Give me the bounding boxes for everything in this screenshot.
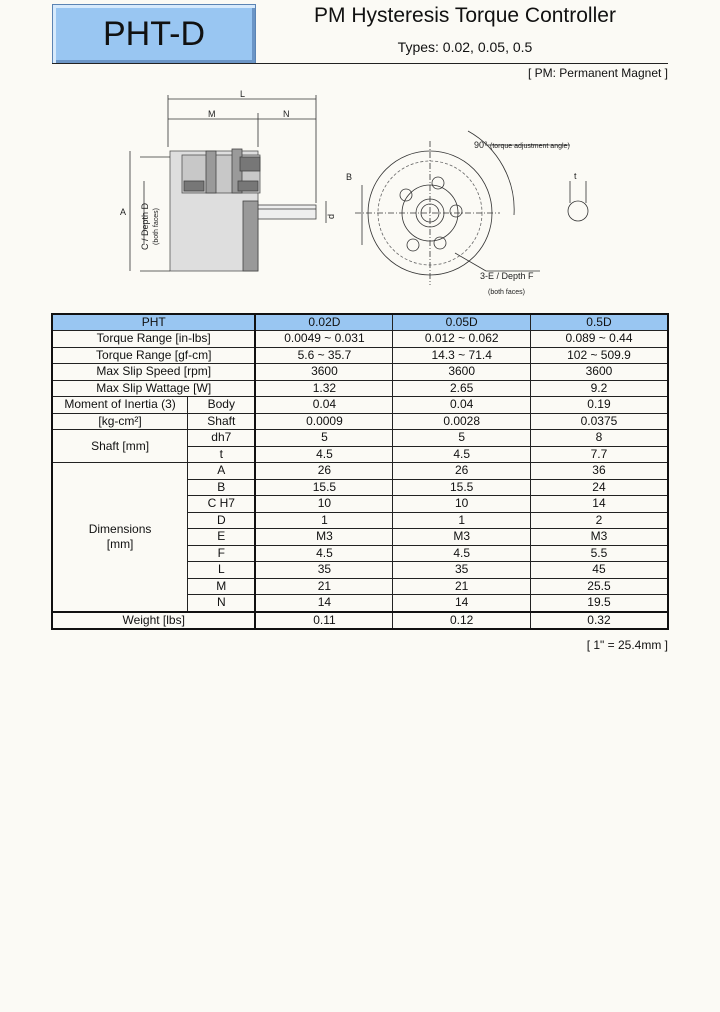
types-subtitle: Types: 0.02, 0.05, 0.5 <box>397 39 533 55</box>
sub-label: B <box>188 479 256 496</box>
cell: M3 <box>530 529 668 546</box>
cell: 15.5 <box>393 479 531 496</box>
cell: 102 ~ 509.9 <box>530 347 668 364</box>
sub-label: M <box>188 578 256 595</box>
table-row <box>52 364 668 381</box>
cell: 10 <box>255 496 393 513</box>
dim-E: 3-E / Depth F <box>480 271 534 281</box>
cell: 0.04 <box>255 397 393 414</box>
row-label: Torque Range [in-lbs] <box>52 331 255 348</box>
cell: 5 <box>393 430 531 447</box>
cell: 26 <box>393 463 531 480</box>
header-model: 0.5D <box>530 314 668 331</box>
table-row <box>52 612 668 630</box>
cell: 4.5 <box>393 545 531 562</box>
cell: 3600 <box>393 364 531 381</box>
sub-label: C H7 <box>188 496 256 513</box>
dim-d: d <box>326 213 336 219</box>
cell: 3600 <box>255 364 393 381</box>
angle-label: 90° <box>474 140 488 150</box>
row-label: Weight [lbs] <box>52 612 255 630</box>
cell: 14 <box>530 496 668 513</box>
row-label: Max Slip Wattage [W] <box>52 380 255 397</box>
cell: 21 <box>255 578 393 595</box>
row-label: Max Slip Speed [rpm] <box>52 364 255 381</box>
cell: 35 <box>393 562 531 579</box>
cell: 14 <box>255 595 393 612</box>
cell: 21 <box>393 578 531 595</box>
dim-B: B <box>346 172 353 182</box>
cell: 5.6 ~ 35.7 <box>255 347 393 364</box>
table-row <box>52 413 668 430</box>
sub-label: A <box>188 463 256 480</box>
page-title: PM Hysteresis Torque Controller <box>314 4 616 27</box>
sub-label: D <box>188 512 256 529</box>
cell: 0.0028 <box>393 413 531 430</box>
sub-label: L <box>188 562 256 579</box>
cell: 3600 <box>530 364 668 381</box>
inertia-label-2: [kg-cm²] <box>52 413 188 430</box>
cell: 4.5 <box>393 446 531 463</box>
cell: M3 <box>255 529 393 546</box>
cell: 24 <box>530 479 668 496</box>
angle-note: (torque adjustment angle) <box>490 143 570 150</box>
cell: 1 <box>255 512 393 529</box>
cell: 0.0009 <box>255 413 393 430</box>
cell: 0.04 <box>393 397 531 414</box>
inertia-label-1: Moment of Inertia (3) <box>52 397 188 414</box>
cell: 4.5 <box>255 446 393 463</box>
table-row <box>52 463 668 480</box>
spec-table <box>51 313 669 630</box>
cell: 0.0049 ~ 0.031 <box>255 331 393 348</box>
dimensions-label-1: Dimensions <box>88 521 152 536</box>
cell: 0.0375 <box>530 413 668 430</box>
dim-M: M <box>208 109 216 119</box>
cell: 15.5 <box>255 479 393 496</box>
unit-conversion-note: [ 1" = 25.4mm ] <box>586 638 668 652</box>
cell: 0.089 ~ 0.44 <box>530 331 668 348</box>
sub-label: dh7 <box>188 430 256 447</box>
sub-label: F <box>188 545 256 562</box>
table-row <box>52 397 668 414</box>
table-header-row <box>52 314 668 331</box>
header-model: 0.05D <box>393 314 531 331</box>
sub-label: Body <box>188 397 256 414</box>
cell: 2 <box>530 512 668 529</box>
header-divider <box>52 63 668 64</box>
sub-label: N <box>188 595 256 612</box>
table-row <box>52 430 668 447</box>
header-pht: PHT <box>52 314 255 331</box>
shaft-label: Shaft [mm] <box>52 430 188 463</box>
dimensions-label <box>52 463 188 612</box>
cell: 26 <box>255 463 393 480</box>
technical-drawing <box>100 85 660 305</box>
sub-label: t <box>188 446 256 463</box>
sub-label: E <box>188 529 256 546</box>
cell: 0.19 <box>530 397 668 414</box>
model-badge: PHT-D <box>52 4 256 64</box>
cell: 0.012 ~ 0.062 <box>393 331 531 348</box>
table-row <box>52 331 668 348</box>
dim-L: L <box>240 89 246 99</box>
row-label: Torque Range [gf-cm] <box>52 347 255 364</box>
cell: 0.11 <box>255 612 393 630</box>
cell: M3 <box>393 529 531 546</box>
cell: 14 <box>393 595 531 612</box>
cell: 10 <box>393 496 531 513</box>
table-row <box>52 380 668 397</box>
sub-label: Shaft <box>188 413 256 430</box>
cell: 8 <box>530 430 668 447</box>
cell: 25.5 <box>530 578 668 595</box>
cell: 36 <box>530 463 668 480</box>
dim-t: t <box>574 171 577 181</box>
cell: 2.65 <box>393 380 531 397</box>
cell: 4.5 <box>255 545 393 562</box>
cell: 1 <box>393 512 531 529</box>
dim-N: N <box>283 109 290 119</box>
cell: 9.2 <box>530 380 668 397</box>
header-model: 0.02D <box>255 314 393 331</box>
dim-C: C / Depth D <box>140 202 150 250</box>
cell: 19.5 <box>530 595 668 612</box>
cell: 35 <box>255 562 393 579</box>
cell: 5.5 <box>530 545 668 562</box>
table-row <box>52 347 668 364</box>
dim-E-sub: (both faces) <box>488 289 525 296</box>
cell: 7.7 <box>530 446 668 463</box>
pm-note: [ PM: Permanent Magnet ] <box>527 66 668 80</box>
cell: 1.32 <box>255 380 393 397</box>
cell: 5 <box>255 430 393 447</box>
cell: 45 <box>530 562 668 579</box>
dimensions-label-2: [mm] <box>106 536 134 551</box>
dim-C-sub: (both faces) <box>153 208 160 245</box>
dim-A: A <box>120 207 127 217</box>
cell: 0.12 <box>393 612 531 630</box>
cell: 0.32 <box>530 612 668 630</box>
cell: 14.3 ~ 71.4 <box>393 347 531 364</box>
